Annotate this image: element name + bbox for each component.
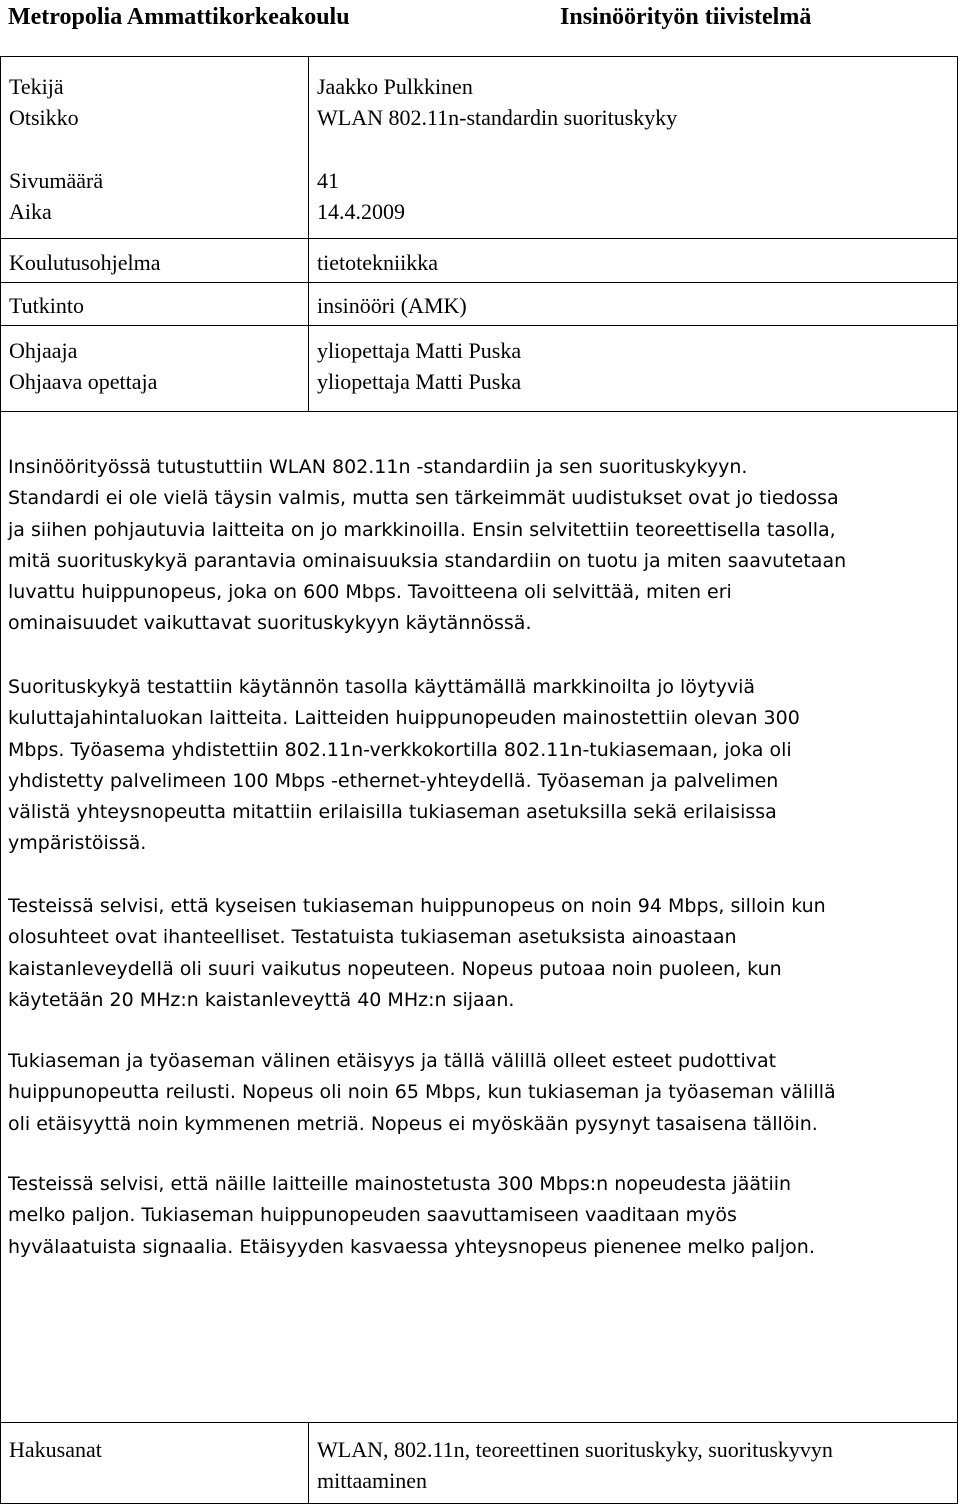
keywords-line-1: WLAN, 802.11n, teoreettinen suorituskyky, suorituskyvyn [317,1437,833,1462]
abstract-paragraph-1: Insinöörityössä tutustuttiin WLAN 802.11n -standardiin ja sen suorituskykyyn. Standardi ei ole vielä täysin valmis, mutta sen tärkeimmät uudistukset ovat jo tiedossa ja siihen pohjautuvia laitteita on jo markkinoilla. Ensin selvitettiin teoreettisella tasolla, mitä suorituskykyä parantavia ominaisuuksia standardiin on tuotu ja miten saavutetaan luvattu huippunopeus, joka on 600 Mbps. Tavoitteena oli selvittää, miten eri ominaisuudet vaikuttavat suorituskykyyn käytännössä. [8,456,847,635]
keywords-table [0,1422,958,1504]
sivumaara-value: 41 [317,168,339,193]
pages-date-values [317,165,405,227]
tekija-value: Jaakko Pulkkinen [317,74,473,99]
tutkinto-label: Tutkinto [9,293,85,318]
row-divider [1,325,957,326]
author-title-labels [9,71,79,133]
info-table [0,56,958,412]
author-title-values [317,71,677,133]
keywords-values [317,1434,833,1496]
document-type-title: Insinöörityön tiivistelmä [560,4,812,30]
hakusanat-label: Hakusanat [9,1437,102,1462]
school-name: Metropolia Ammattikorkeakoulu [8,4,350,30]
ohjaava-opettaja-label: Ohjaava opettaja [9,369,158,394]
koulutusohjelma-value: tietotekniikka [317,250,438,275]
ohjaaja-value: yliopettaja Matti Puska [317,338,522,363]
row-divider [1,238,957,239]
pages-date-labels [9,165,103,227]
abstract-paragraph-5: Testeissä selvisi, että näille laitteille mainostetusta 300 Mbps:n nopeudesta jäätiin melko paljon. Tukiaseman huippunopeuden saavuttamiseen vaaditaan myös hyvälaatuista signaalia. Etäisyyden kasvaessa yhteysnopeus pienenee melko paljon. [8,1173,815,1258]
aika-label: Aika [9,199,52,224]
tutkinto-value: insinööri (AMK) [317,293,467,318]
koulutusohjelma-label: Koulutusohjelma [9,250,161,275]
abstract-paragraph-3: Testeissä selvisi, että kyseisen tukiaseman huippunopeus on noin 94 Mbps, silloin kun olosuhteet ovat ihanteelliset. Testatuista tukiaseman asetuksista ainoastaan kaistanleveydellä oli suuri vaikutus nopeuteen. Nopeus putoaa noin puoleen, kun käytetään 20 MHz:n kaistanleveyttä 40 MHz:n sijaan. [8,895,826,1011]
supervisor-labels [9,335,157,397]
column-divider [308,1423,309,1503]
otsikko-value: WLAN 802.11n-standardin suorituskyky [317,105,678,130]
supervisor-values [317,335,521,397]
abstract-section [0,411,958,1423]
tekija-label: Tekijä [9,74,64,99]
abstract-paragraph-2: Suorituskykyä testattiin käytännön tasolla käyttämällä markkinoilta jo löytyviä kuluttajahintaluokan laitteita. Laitteiden huippunopeuden mainostettiin olevan 300 Mbps. Työasema yhdistettiin 802.11n-verkkokortilla 802.11n-tukiasemaan, joka oli yhdistetty palvelimeen 100 Mbps -ethernet-yhteydellä. Työaseman ja palvelimen välistä yhteysnopeutta mitattiin erilaisilla tukiaseman asetuksilla sekä erilaisissa ympäristöissä. [8,676,800,855]
sivumaara-label: Sivumäärä [9,168,104,193]
keywords-line-2: mittaaminen [317,1468,427,1493]
otsikko-label: Otsikko [9,105,79,130]
abstract-paragraph-4: Tukiaseman ja työaseman välinen etäisyys ja tällä välillä olleet esteet pudottivat huippunopeutta reilusti. Nopeus oli noin 65 Mbps, kun tukiaseman ja työaseman välillä oli etäisyyttä noin kymmenen metriä. Nopeus ei myöskään pysynyt tasaisena tällöin. [8,1050,836,1135]
column-divider [308,57,309,412]
ohjaaja-label: Ohjaaja [9,338,78,363]
ohjaava-opettaja-value: yliopettaja Matti Puska [317,369,522,394]
aika-value: 14.4.2009 [317,199,405,224]
row-divider [1,282,957,283]
